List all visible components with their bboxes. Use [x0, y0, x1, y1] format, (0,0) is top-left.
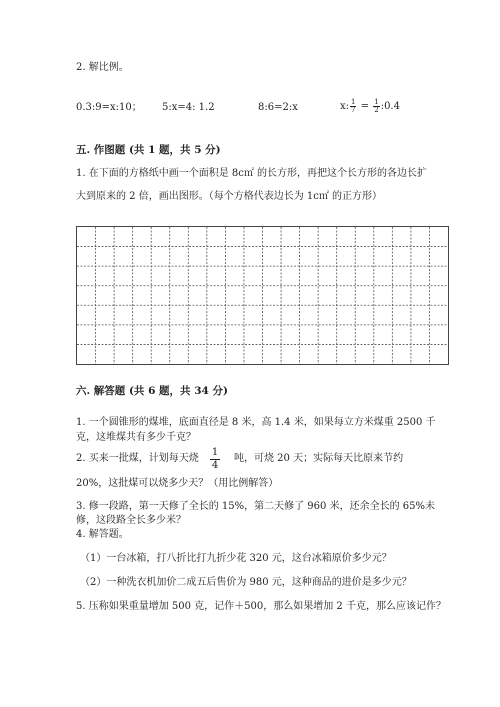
section-6-question-5: 5. 压称如果重量增加 500 克，记作＋500，那么如果增加 2 千克，那么应该记作？: [76, 601, 446, 612]
section-6-question-4-title: 4. 解答题。: [76, 529, 129, 540]
section-6-question-4-sub-1: （1）一台冰箱，打八折比打九折少花 320 元，这台冰箱原价多少元？: [80, 553, 392, 564]
section-5-heading: 五. 作图题 (共 1 题，共 5 分): [76, 144, 221, 156]
section-6-question-2-part-2: 吨，可烧 20 天；实际每天比原来节约: [234, 453, 404, 464]
question-2-title: 2. 解比例。: [76, 62, 129, 73]
fraction-denominator: 4: [211, 460, 219, 471]
grid-lines: [77, 227, 448, 364]
section-6-question-2-fraction: [210, 447, 220, 472]
section-6-question-3-line-2: 修，这段路全长多少米？: [76, 515, 186, 526]
equation-4: [340, 98, 400, 116]
section-6-question-4-sub-2: （2）一种洗衣机加价二成五后售价为 980 元，这种商品的进价是多少元？: [80, 577, 412, 588]
equation-4-suffix: :0.4: [380, 101, 400, 112]
equation-4-fraction-1: [350, 99, 356, 114]
section-6-question-1-line-1: 1. 一个圆锥形的煤堆，底面直径是 8 米，高 1.4 米，如果每立方米煤重 2500 千: [76, 417, 436, 428]
section-6-question-3-line-1: 3. 修一段路，第一天修了全长的 15%，第二天修了 960 米，还余全长的 65%未: [76, 501, 435, 512]
grid-paper: [76, 226, 449, 365]
fraction-denominator: 2: [374, 106, 379, 114]
fraction-denominator: 7: [351, 106, 356, 114]
fraction-numerator: 1: [351, 98, 356, 106]
section-6-heading: 六. 解答题 (共 6 题，共 34 分): [76, 385, 228, 397]
section-6-question-2-line-2: 20%，这批煤可以烧多少天？（用比例解答）: [76, 478, 279, 489]
section-6-question-1-line-2: 克，这堆煤共有多少千克？: [76, 432, 196, 443]
equation-4-equals: =: [357, 101, 373, 112]
section-5-question-1-line-2: 大到原来的 2 倍，画出图形。（每个方格代表边长为 1c㎡ 的正方形）: [76, 191, 383, 202]
fraction-numerator: 1: [211, 447, 219, 458]
equation-2: 5:x=4: 1.2: [162, 102, 215, 113]
fraction-numerator: 1: [374, 98, 379, 106]
section-5-question-1-line-1: 1. 在下面的方格纸中画一个面积是 8c㎡ 的长方形，再把这个长方形的各边长扩: [76, 168, 428, 179]
section-6-question-2-part-1: 2. 买来一批煤，计划每天烧: [76, 453, 199, 464]
equation-1: 0.3:9=x:10；: [76, 102, 142, 113]
equation-4-prefix: x:: [340, 101, 350, 112]
equation-4-fraction-2: [373, 99, 379, 114]
equation-3: 8:6=2:x: [258, 102, 298, 113]
